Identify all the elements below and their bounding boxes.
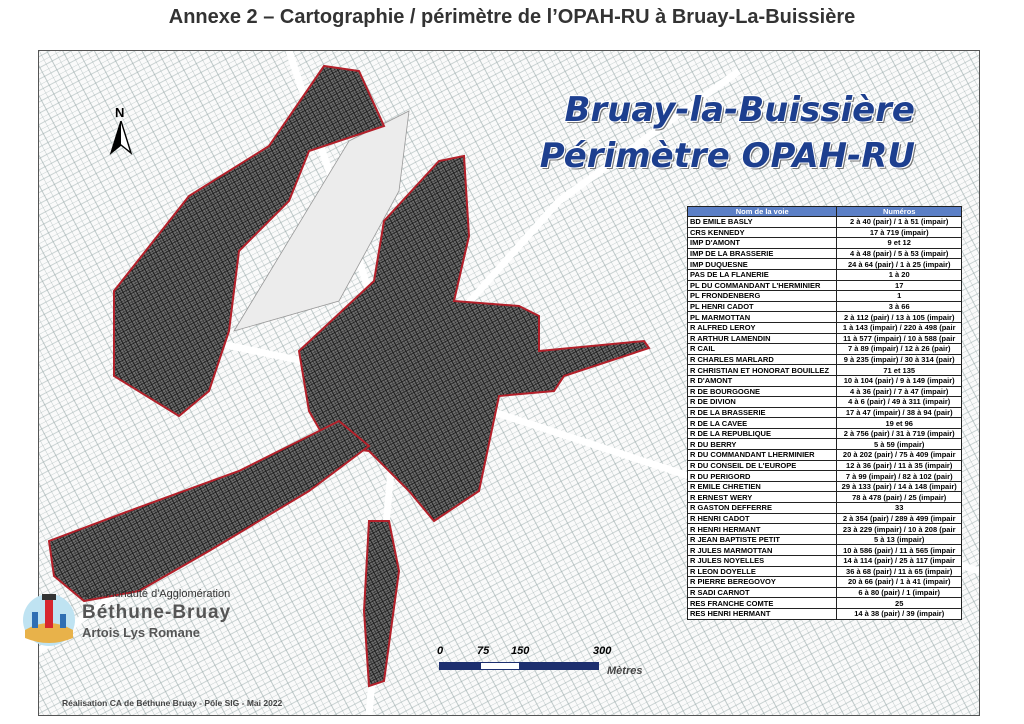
street-numbers: 9 et 12 [837,238,962,249]
street-table-header [688,207,962,217]
map-title [540,87,915,179]
street-row [688,428,962,439]
street-numbers: 7 à 89 (impair) / 12 à 26 (pair) [837,344,962,355]
street-name: PL DU COMMANDANT L'HERMINIER [688,280,837,291]
street-row [688,513,962,524]
street-table [687,206,962,620]
street-name: PL HENRI CADOT [688,301,837,312]
street-name: IMP DE LA BRASSERIE [688,248,837,259]
street-numbers: 14 à 38 (pair) / 39 (impair) [837,608,962,619]
street-numbers: 9 à 235 (impair) / 30 à 314 (pair) [837,354,962,365]
street-name: R DU CONSEIL DE L'EUROPE [688,460,837,471]
street-name: R DU PERIGORD [688,471,837,482]
street-row [688,397,962,408]
street-numbers: 19 et 96 [837,418,962,429]
scale-bar [437,645,657,685]
scale-label-0: 0 [437,645,444,657]
street-numbers: 5 à 59 (impair) [837,439,962,450]
street-name: IMP D'AMONT [688,238,837,249]
logo-line2: Béthune-Bruay [82,602,232,623]
street-row [688,217,962,228]
street-name: CRS KENNEDY [688,227,837,238]
street-row [688,322,962,333]
street-numbers: 11 à 577 (impair) / 10 à 588 (pair [837,333,962,344]
street-name: R DE LA CAVEE [688,418,837,429]
street-name: BD EMILE BASLY [688,217,837,228]
street-row [688,312,962,323]
street-row [688,545,962,556]
street-row [688,587,962,598]
scale-segment-3 [519,662,599,670]
street-name: IMP DUQUESNE [688,259,837,270]
street-row [688,407,962,418]
street-row [688,344,962,355]
street-row [688,301,962,312]
street-numbers: 4 à 6 (pair) / 49 à 311 (impair) [837,397,962,408]
street-name: R EMILE CHRETIEN [688,481,837,492]
street-name: R ARTHUR LAMENDIN [688,333,837,344]
street-row [688,481,962,492]
street-numbers: 20 à 66 (pair) / 1 à 41 (impair) [837,577,962,588]
header-street: Nom de la voie [688,207,837,217]
street-name: R DE LA REPUBLIQUE [688,428,837,439]
street-numbers: 20 à 202 (pair) / 75 à 409 (impair [837,450,962,461]
street-numbers: 23 à 229 (impair) / 10 à 208 (pair [837,524,962,535]
street-numbers: 24 à 64 (pair) / 1 à 25 (impair) [837,259,962,270]
street-numbers: 4 à 48 (pair) / 5 à 53 (impair) [837,248,962,259]
street-name: PAS DE LA FLANERIE [688,269,837,280]
street-numbers: 6 à 80 (pair) / 1 (impair) [837,587,962,598]
header-numbers: Numéros [837,207,962,217]
credit-text: Réalisation CA de Béthune Bruay - Pôle SIG - Mai 2022 [62,698,283,708]
street-row [688,418,962,429]
street-numbers: 1 [837,291,962,302]
scale-label-300: 300 [593,645,612,657]
north-label: N [115,105,125,120]
lighthouse-logo-icon [20,586,78,648]
street-row [688,259,962,270]
street-numbers: 25 [837,598,962,609]
street-row [688,460,962,471]
agglomeration-logo [20,582,280,662]
street-numbers: 71 et 135 [837,365,962,376]
street-numbers: 2 à 354 (pair) / 289 à 499 (impair [837,513,962,524]
street-name: R ERNEST WERY [688,492,837,503]
street-numbers: 2 à 40 (pair) / 1 à 51 (impair) [837,217,962,228]
scale-segment-1 [439,662,481,670]
street-row [688,386,962,397]
street-numbers: 4 à 36 (pair) / 7 à 47 (impair) [837,386,962,397]
street-row [688,503,962,514]
page-title: Annexe 2 – Cartographie / périmètre de l’OPAH-RU à Bruay-La-Buissière [168,6,856,28]
street-numbers: 17 [837,280,962,291]
street-name: R JULES MARMOTTAN [688,545,837,556]
street-numbers: 2 à 112 (pair) / 13 à 105 (impair) [837,312,962,323]
street-numbers: 10 à 104 (pair) / 9 à 149 (impair) [837,375,962,386]
street-name: R SADI CARNOT [688,587,837,598]
street-row [688,291,962,302]
street-numbers: 1 à 20 [837,269,962,280]
map-title-line2: Périmètre OPAH-RU [539,136,915,176]
street-name: R D'AMONT [688,375,837,386]
street-row [688,354,962,365]
street-name: R CHARLES MARLARD [688,354,837,365]
street-row [688,450,962,461]
street-row [688,524,962,535]
street-row [688,577,962,588]
street-name: R GASTON DEFFERRE [688,503,837,514]
street-name: R DU BERRY [688,439,837,450]
street-row [688,269,962,280]
street-name: R LEON DOYELLE [688,566,837,577]
street-name: R DE DIVION [688,397,837,408]
street-name: R DE LA BRASSERIE [688,407,837,418]
street-numbers: 2 à 756 (pair) / 31 à 719 (impair) [837,428,962,439]
street-numbers: 17 à 47 (impair) / 38 à 94 (pair) [837,407,962,418]
street-row [688,333,962,344]
street-numbers: 12 à 36 (pair) / 11 à 35 (impair) [837,460,962,471]
scale-unit: Mètres [607,665,643,677]
logo-line1: Communauté d'Agglomération [82,588,231,600]
street-numbers: 3 à 66 [837,301,962,312]
street-row [688,556,962,567]
street-numbers: 17 à 719 (impair) [837,227,962,238]
street-numbers: 1 à 143 (impair) / 220 à 498 (pair [837,322,962,333]
map-title-line1: Bruay-la-Buissière [564,90,915,130]
street-numbers: 29 à 133 (pair) / 14 à 148 (impair) [837,481,962,492]
north-arrow-icon [109,121,133,155]
street-name: R JULES NOYELLES [688,556,837,567]
street-numbers: 7 à 99 (impair) / 82 à 102 (pair) [837,471,962,482]
street-name: R ALFRED LEROY [688,322,837,333]
street-name: PL MARMOTTAN [688,312,837,323]
street-numbers: 5 à 13 (impair) [837,534,962,545]
street-table-body [688,217,962,620]
street-name: RES HENRI HERMANT [688,608,837,619]
street-row [688,608,962,619]
scale-label-150: 150 [511,645,530,657]
street-name: R JEAN BAPTISTE PETIT [688,534,837,545]
street-row [688,439,962,450]
street-row [688,471,962,482]
street-name: R DU COMMANDANT LHERMINIER [688,450,837,461]
street-name: R DE BOURGOGNE [688,386,837,397]
street-row [688,238,962,249]
north-arrow [109,105,133,155]
street-name: PL FRONDENBERG [688,291,837,302]
street-numbers: 33 [837,503,962,514]
street-name: R CAIL [688,344,837,355]
street-row [688,534,962,545]
street-row [688,492,962,503]
street-row [688,566,962,577]
street-row [688,598,962,609]
street-numbers: 78 à 478 (pair) / 25 (impair) [837,492,962,503]
street-row [688,227,962,238]
street-name: R HENRI CADOT [688,513,837,524]
street-numbers: 14 à 114 (pair) / 25 à 117 (impair [837,556,962,567]
street-row [688,280,962,291]
street-row [688,365,962,376]
street-numbers: 10 à 586 (pair) / 11 à 565 (impair [837,545,962,556]
street-numbers: 36 à 68 (pair) / 11 à 65 (impair) [837,566,962,577]
street-row [688,375,962,386]
street-row [688,248,962,259]
street-name: RES FRANCHE COMTE [688,598,837,609]
logo-line3: Artois Lys Romane [82,625,200,640]
street-name: R CHRISTIAN ET HONORAT BOUILLEZ [688,365,837,376]
street-name: R PIERRE BEREGOVOY [688,577,837,588]
street-name: R HENRI HERMANT [688,524,837,535]
scale-segment-2 [480,662,520,670]
scale-label-75: 75 [477,645,490,657]
